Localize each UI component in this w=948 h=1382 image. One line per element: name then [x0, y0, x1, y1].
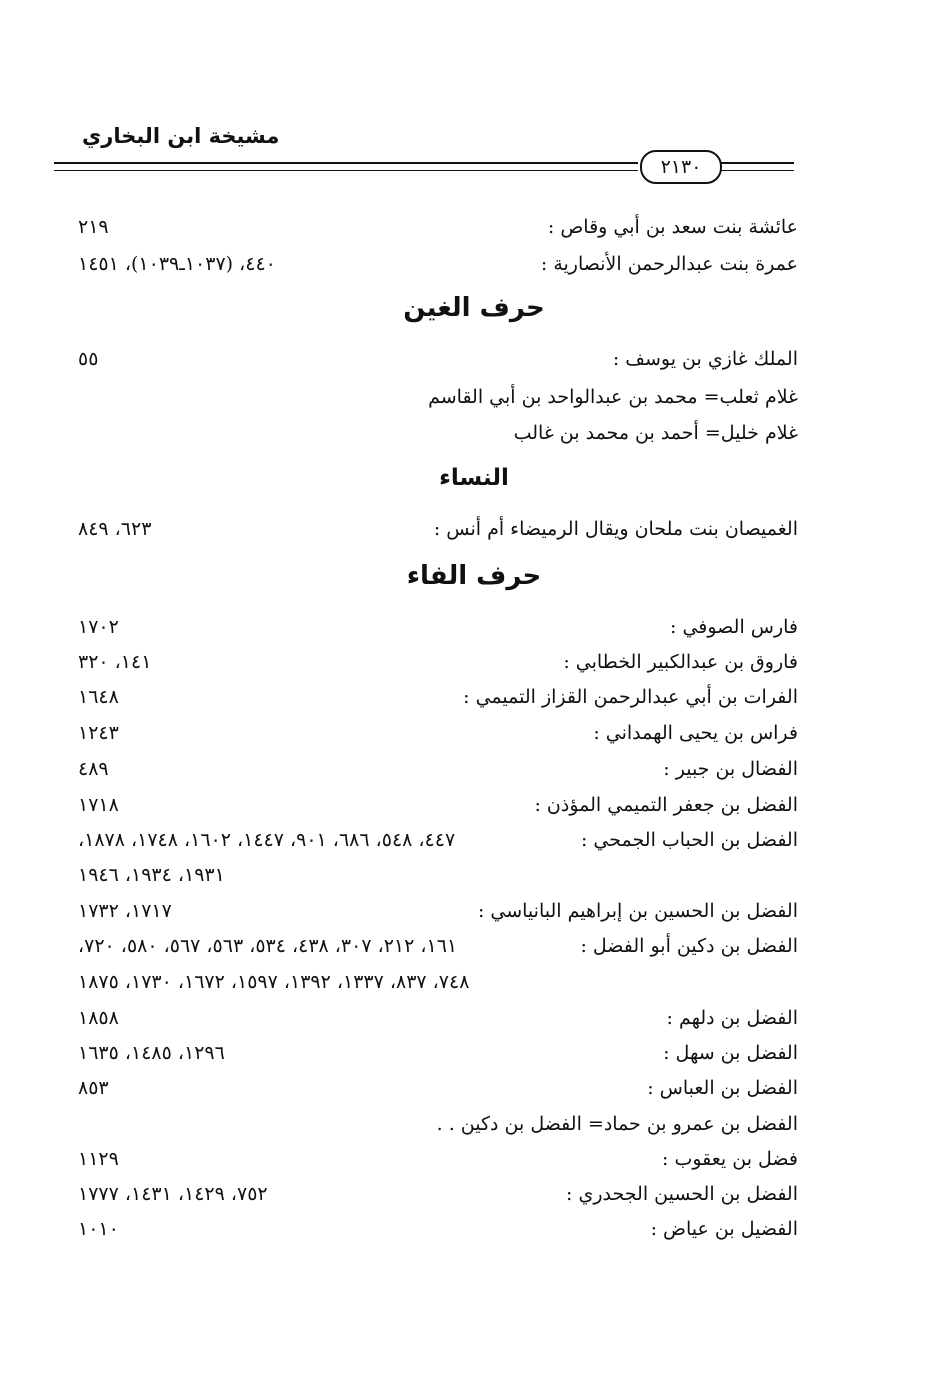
index-entry-name: غلام خليل= أحمد بن محمد بن غالب	[513, 422, 798, 444]
section-heading: حرف الغين	[403, 293, 545, 323]
section-heading: حرف الفاء	[406, 561, 542, 591]
header-rule-thin	[54, 170, 638, 171]
index-entry-pages: ١٦٤٨	[78, 686, 119, 708]
index-entry-name: الفضل بن عمرو بن حماد= الفضل بن دكين . .	[436, 1113, 798, 1135]
index-entry-name: عائشة بنت سعد بن أبي وقاص :	[547, 216, 798, 238]
index-entry-name: الفضل بن جعفر التميمي المؤذن :	[534, 794, 798, 816]
index-entry-name: فراس بن يحيى الهمداني :	[593, 722, 798, 744]
index-entry-pages: ٤٨٩	[78, 758, 109, 780]
index-entry-name: فضل بن يعقوب :	[662, 1148, 798, 1170]
subsection-heading: النساء	[439, 465, 509, 491]
header-rule-right	[720, 162, 794, 164]
index-entry-pages: ٦٢٣، ٨٤٩	[78, 518, 152, 540]
index-entry-name: الفضيل بن عياض :	[650, 1218, 798, 1240]
index-entry-pages: ٢١٩	[78, 216, 109, 238]
index-entry-name: الفضل بن الحباب الجمحي :	[580, 829, 798, 851]
index-entry-name: الفضل بن دلهم :	[666, 1007, 798, 1029]
index-entry-pages: ٧٥٢، ١٤٢٩، ١٤٣١، ١٧٧٧	[78, 1183, 268, 1205]
index-entry-name: الفرات بن أبي عبدالرحمن القزاز التميمي :	[463, 686, 798, 708]
index-entry-pages: ١٠١٠	[78, 1218, 119, 1240]
index-entry-name: عمرة بنت عبدالرحمن الأنصارية :	[540, 253, 798, 275]
index-entry-name: الغميصان بنت ملحان ويقال الرميضاء أم أنس :	[433, 518, 798, 540]
index-entry-name: الملك غازي بن يوسف :	[612, 348, 798, 370]
page-number: ٢١٣٠	[640, 150, 722, 184]
index-entry-pages-continued: ٧٤٨، ٨٣٧، ١٣٣٧، ١٣٩٢، ١٥٩٧، ١٦٧٢، ١٧٣٠، ١٨٧٥	[78, 971, 470, 993]
index-entry-name: فارس الصوفي :	[670, 616, 798, 638]
running-header-title: مشيخة ابن البخاري	[82, 124, 280, 148]
index-entry-pages: ١١٢٩	[78, 1148, 119, 1170]
index-entry-name: الفضل بن الحسين بن إبراهيم البانياسي :	[477, 900, 798, 922]
header-rule-right-thin	[720, 170, 794, 171]
index-entry-pages: ١٤١، ٣٢٠	[78, 651, 152, 673]
index-entry-pages: ١٢٤٣	[78, 722, 119, 744]
header-rule	[54, 162, 638, 164]
index-entry-name: الفضل بن الحسين الجحدري :	[566, 1183, 798, 1205]
index-entry-name: فاروق بن عبدالكبير الخطابي :	[563, 651, 798, 673]
index-entry-pages: ١٢٩٦، ١٤٨٥، ١٦٣٥	[78, 1042, 225, 1064]
index-entry-name: الفضل بن سهل :	[663, 1042, 798, 1064]
index-entry-pages: ١٦١، ٢١٢، ٣٠٧، ٤٣٨، ٥٣٤، ٥٦٣، ٥٦٧، ٥٨٠، ٧٢٠،	[78, 935, 458, 957]
index-entry-name: الفضال بن جبير :	[663, 758, 798, 780]
index-entry-pages: ١٧٠٢	[78, 616, 119, 638]
index-entry-pages: ١٨٥٨	[78, 1007, 119, 1029]
index-entry-name: الفضل بن دكين أبو الفضل :	[580, 935, 798, 957]
index-entry-pages: ٥٥	[78, 348, 99, 370]
index-entry-pages: ١٧١٧، ١٧٣٢	[78, 900, 172, 922]
index-entry-name: غلام ثعلب= محمد بن عبدالواحد بن أبي القاسم	[428, 386, 798, 408]
index-entry-pages: ٤٤٠، (١٠٣٧ـ١٠٣٩)، ١٤٥١	[78, 253, 276, 275]
index-entry-pages-continued: ١٩٣١، ١٩٣٤، ١٩٤٦	[78, 864, 225, 886]
index-entry-pages: ٤٤٧، ٥٤٨، ٦٨٦، ٩٠١، ١٤٤٧، ١٦٠٢، ١٧٤٨، ١٨٧٨،	[78, 829, 456, 851]
index-entry-pages: ٨٥٣	[78, 1077, 109, 1099]
index-entry-name: الفضل بن العباس :	[647, 1077, 798, 1099]
index-entry-pages: ١٧١٨	[78, 794, 119, 816]
